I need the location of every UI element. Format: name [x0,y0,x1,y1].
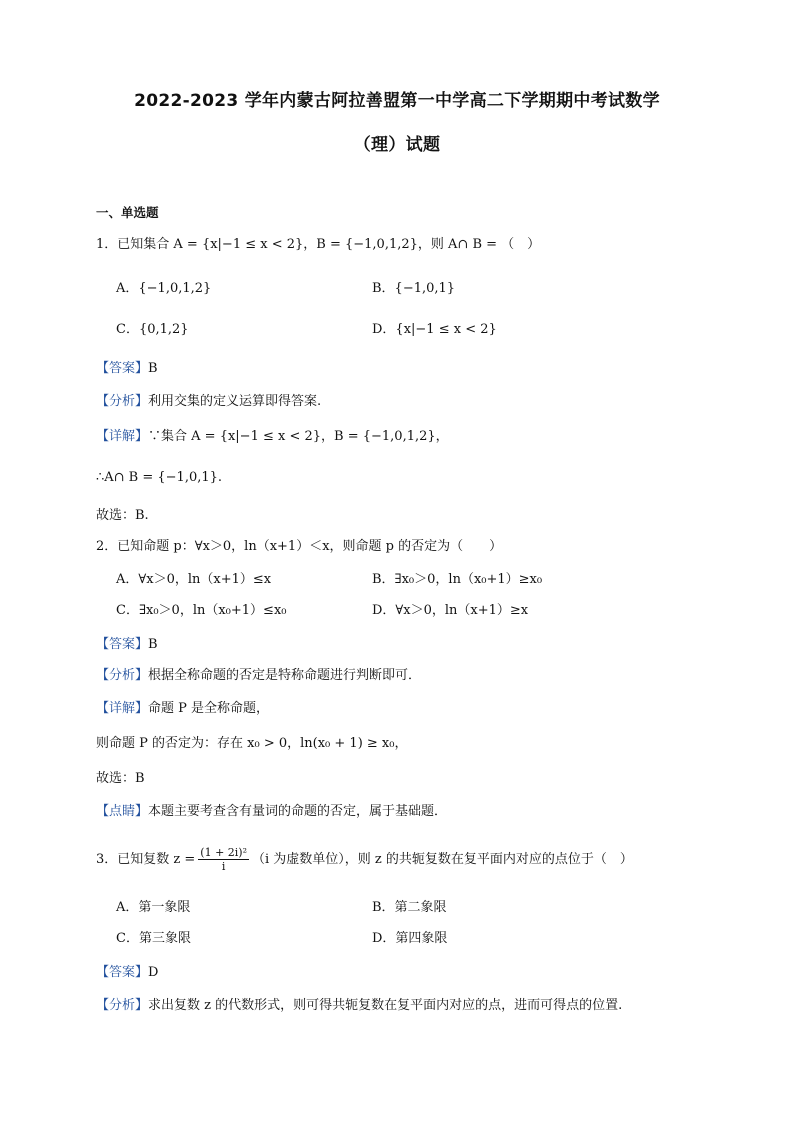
q1-option-b: B．{−1,0,1} [372,281,456,296]
q2-detail-line [96,700,269,718]
q2-stem: 2．已知命题 p：∀x＞0，ln（x+1）＜x，则命题 p 的否定为（ ） [96,539,503,554]
section-heading: 一、单选题 [96,205,159,220]
q3-answer-line [96,964,158,982]
q3-analysis-line [96,997,622,1015]
q1-choose: 故选：B. [96,508,149,523]
answer-tag: 【答案】 [96,637,149,652]
q1-analysis: 利用交集的定义运算即得答案. [148,394,322,409]
q3-answer: D [148,965,159,980]
document-title-line-2: （理）试题 [353,135,441,155]
q3-fraction-numerator: (1 + 2i)² [200,846,247,859]
q3-stem-suffix: （i 为虚数单位），则 z 的共轭复数在复平面内对应的点位于（ ） [252,852,633,867]
q1-stem: 1．已知集合 A = {x|−1 ≤ x < 2}，B = {−1,0,1,2}，则 A∩ B = （ ） [96,237,541,252]
q2-comment: 本题主要考查含有量词的命题的否定，属于基础题． [148,804,448,819]
q1-answer-line [96,360,158,378]
q2-comment-line [96,803,447,821]
q2-option-a: A．∀x＞0，ln（x+1）≤x [116,572,272,587]
q1-option-d: D．{x|−1 ≤ x < 2} [372,322,497,337]
detail-tag: 【详解】 [96,429,149,444]
q3-option-d: D．第四象限 [372,931,448,946]
q2-analysis: 根据全称命题的否定是特称命题进行判断即可． [148,668,422,683]
document-title-line-1: 2022-2023 学年内蒙古阿拉善盟第一中学高二下学期期中考试数学 [134,91,660,111]
q3-analysis: 求出复数 z 的代数形式，则可得共轭复数在复平面内对应的点，进而可得点的位置. [148,998,623,1013]
q1-option-a: A．{−1,0,1,2} [116,281,212,296]
q1-conclusion: ∴A∩ B = {−1,0,1}. [96,470,223,485]
q1-option-c: C．{0,1,2} [116,322,189,337]
q2-answer-line [96,636,158,654]
analysis-tag: 【分析】 [96,394,149,409]
q1-analysis-line [96,393,321,411]
q2-choose: 故选：B [96,771,145,786]
q2-option-d: D．∀x＞0，ln（x+1）≥x [372,603,529,618]
q3-option-b: B．第二象限 [372,900,447,915]
q2-answer: B [148,637,158,652]
analysis-tag: 【分析】 [96,668,149,683]
q1-answer: B [148,361,158,376]
analysis-tag: 【分析】 [96,998,149,1013]
q3-stem-prefix: 3．已知复数 z = [96,852,196,867]
q2-analysis-line [96,667,421,685]
q1-detail-line [96,428,449,446]
q3-fraction [198,846,249,873]
q2-negation: 则命题 P 的否定为：存在 x₀ > 0，ln(x₀ + 1) ≥ x₀， [96,736,408,751]
answer-tag: 【答案】 [96,965,149,980]
q2-detail: 命题 P 是全称命题， [148,701,270,716]
detail-tag: 【详解】 [96,701,149,716]
q3-fraction-denominator: i [221,860,226,873]
q2-option-b: B．∃x₀＞0，ln（x₀+1）≥x₀ [372,572,543,587]
answer-tag: 【答案】 [96,361,149,376]
q3-stem [96,846,633,873]
q3-option-c: C．第三象限 [116,931,191,946]
q3-option-a: A．第一象限 [116,900,191,915]
q1-detail: ∵集合 A = {x|−1 ≤ x < 2}，B = {−1,0,1,2}， [148,429,449,444]
comment-tag: 【点睛】 [96,804,149,819]
q2-option-c: C．∃x₀＞0，ln（x₀+1）≤x₀ [116,603,287,618]
